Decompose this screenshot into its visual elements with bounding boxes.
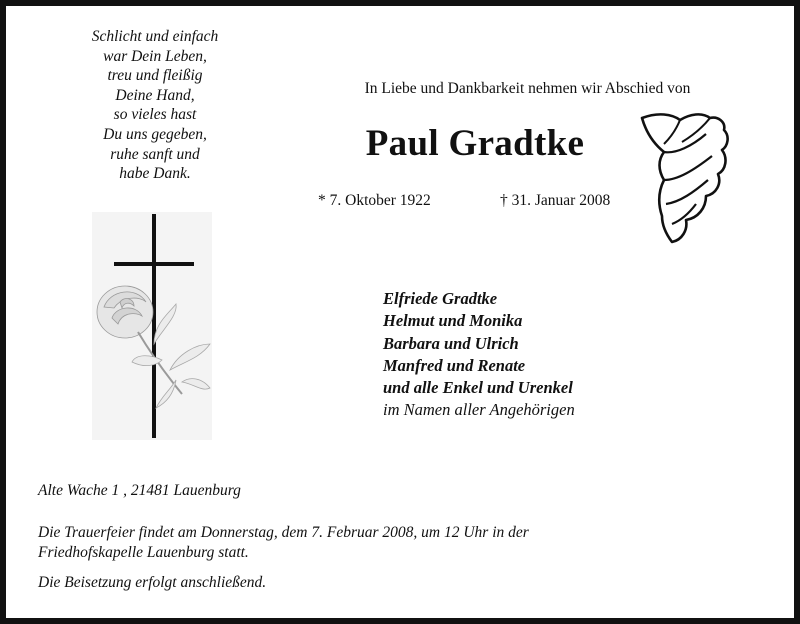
poem-line: Deine Hand, (115, 86, 195, 104)
family-member: Elfriede Gradtke (383, 289, 498, 308)
deceased-name: Paul Gradtke (365, 123, 585, 164)
family-member: und alle Enkel und Urenkel (383, 378, 573, 398)
funeral-line: Die Trauerfeier findet am Donnerstag, dem 7. Februar 2008, um 12 Uhr in der (38, 524, 529, 541)
family-member: Helmut und Monika (383, 311, 523, 331)
family-closing: im Namen aller Angehörigen (383, 400, 575, 420)
family-member: Manfred und Renate (383, 355, 526, 375)
funeral-line: Friedhofskapelle Lauenburg statt. (38, 543, 249, 561)
cross-rose-icon (92, 212, 212, 440)
family-list (383, 288, 575, 422)
poem-line: so vieles hast (113, 106, 197, 124)
burial-notice: Die Beisetzung erfolgt anschließend. (38, 574, 267, 591)
poem-line: treu und fleißig (107, 67, 203, 85)
intro-text: In Liebe und Dankbarkeit nehmen wir Abschied von (364, 80, 691, 97)
poem-line: Du uns gegeben, (103, 125, 207, 143)
address: Alte Wache 1 , 21481 Lauenburg (38, 482, 241, 499)
poem-line: Schlicht und einfach (91, 28, 219, 45)
poem (40, 27, 270, 184)
family-member: Barbara und Ulrich (383, 333, 519, 353)
poem-line: ruhe sanft und (110, 145, 200, 163)
angel-wing-icon (636, 108, 732, 248)
poem-line: habe Dank. (119, 165, 191, 183)
death-date: † 31. Januar 2008 (500, 192, 611, 209)
funeral-notice (38, 523, 678, 562)
poem-line: war Dein Leben, (103, 47, 207, 65)
birth-date: * 7. Oktober 1922 (318, 192, 431, 209)
